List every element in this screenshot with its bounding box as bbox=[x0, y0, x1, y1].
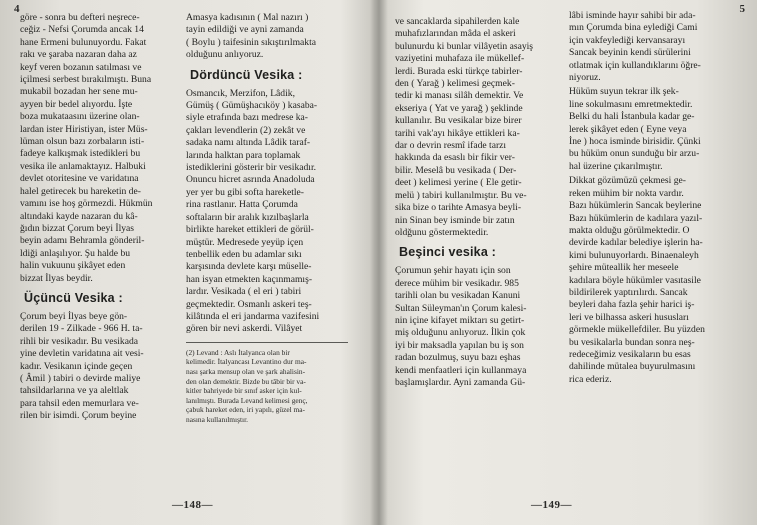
page-folio: —148— bbox=[172, 499, 213, 511]
section-heading: Dördüncü Vesika : bbox=[190, 67, 303, 82]
section-heading: Üçüncü Vesika : bbox=[24, 290, 123, 305]
paragraph: Dikkat gözümüzü çekmesi ge- reken mühim bir nokta vardır. Bazı hükümlerin Sancak beylerine Bazı hükümlerin de kadılara yazıl- makta olduğu görülmektedir. O devirde kadılar belediye işlerin ha- kimi bulunuyorlardı. Binaenaleyh şehire müteallik her meseele kadılara böyle hükümler vasıtasile bildirilerek yaptırılırdı. Sancak beyleri daha fazla şehir harici iş- leri ve bilhassa askeri hususları görmekle mükellefdiler. Bu yüzden bu vesikalarla bundan sonra neş- redeceğimiz vesikaların bu esas dahilinde mütalea buyurulmasını rica ederiz. bbox=[569, 175, 705, 385]
page-folio: —149— bbox=[531, 499, 572, 511]
footnote: (2) Levand : Aslı İtalyanca olan bir kelimedir. İtalyancası Levantino dur ma- nası şarka mensup olan ve şark ahalisin- den olan demektir. Bizde bu tâbir bir va- kitler bahriyede bir sınıf asker için kul- lanılmıştı. Burada Levand kelimesi genç, çabuk hareket eden, iri yapılı, güzel ma- nasına kullanılmıştır. bbox=[186, 347, 308, 424]
paragraph: lâbi isminde hayır sahibi bir ada- mın Çorumda bina eylediği Cami için vakfeylediği kervansarayı Sancak beyinin kendi sürülerini otlatmak için kullandıklarını öğre- niyoruz. bbox=[569, 10, 701, 84]
page-number-top: 4 bbox=[14, 3, 20, 15]
text-column-2 bbox=[186, 12, 348, 425]
footnote-divider bbox=[186, 342, 348, 343]
paragraph: Çorumun şehir hayatı için son derece mühim bir vesikadır. 985 tarihli olan bu vesikadan Kanuni Sultan Süleyman'ın Çorum kalesi- nin içine kifayet miktarı su getirt- miş olduğunu anlıyoruz. İlkin çok iyi bir maksadla yapılan bu iş son radan bozulmuş, suyu bazı eşhas kendi menfaatleri için kullanmaya başlamışlardır. Ayni zamanda Gü- bbox=[395, 265, 527, 388]
paragraph: Osmancık, Merzifon, Lâdik, Gümüş ( Gümüşhacıköy ) kasaba- siyle etrafında bazı medrese ka- çakları levendlerin (2) zekât ve sadaka namı altında Lâdik taraf- larında halktan para toplamak istediklerini gösterir bir vesikadır. Onuncu hicret asrında Anadoluda yer yer bu gibi softa hareketle- rina rastlanır. Hatta Çorumda softaların bir aralık kızılbaşlarla birlikte hareket ettikleri de görül- müştür. Medresede yeyüp içen tenbellik eden bu adamlar sıkı karşısında devlete karşı müselle- han isyan etmekten kaçınmamış- lardır. Vesikada ( el eri ) tabiri geçmektedir. Osmanlı askeri teş- kilâtında el eri jandarma vazifesini gören bir nevi askerdi. Vilâyet bbox=[186, 87, 320, 335]
text-column-2 bbox=[569, 10, 729, 386]
paragraph: ve sancaklarda sipahilerden kale muhafızlarından mâda el askeri bulunurdu ki bunlar vilâyetin asayiş vaziyetini muhafaza ile mükellef- lerdi. Burada eski türkçe tabirler- den ( Yarağ ) kelimesi geçmek- tedir ki manası silâh demektir. Ve ekseriya ( Yat ve yarağ ) şeklinde kullanılır. Bu vesikalar bize birer tarihi vak'ayı hikâye ettikleri ka- dar o devrin resmî ifade tarzı hakkında da esaslı bir fikir ver- bilir. Meselâ bu vesikada ( Der- deet ) kelimesi yerine ( Ele getir- melü ) tabiri kullanılmıştır. Bu ve- sika bize o tarihte Amasya beyli- nin Sinan bey isminde bir zatın oldğunu göstermektedir. bbox=[395, 16, 534, 238]
right-page bbox=[379, 0, 757, 525]
page-number-top: 5 bbox=[739, 3, 745, 15]
text-column-1 bbox=[395, 16, 555, 389]
paragraph: göre - sonra bu defteri neşrece- ceğiz - Nefsi Çorumda ancak 14 hane Ermeni bulunuyordu. Fakat rakı ve şaraba nazaran daha az keyf veren bozanın satılması ve içilmesi serbest bırakılmıştı. Buna mukabil bozadan her sene mu- ayyen bir bedel alıyordu. İşte boza mukataasını üzerine olan- lardan ister Hiristiyan, ister Müs- lüman olsun bazı zorbaların isti- fadeye kalkışmak istedikleri bu vesika ile anlamaktayız. Halbuki devlet otoritesine ve varidatına halel getirecek bu hareketin de- vamını ise hoş görmezdi. Hükmün altındaki kayde nazaran du kâ- ğıdın bizzat Çorum beyi İlyas beyin adamı Behramla gönderil- ldiği anlaşılıyor. Şu halde bu halin vukuunu şikâyet eden bizzat İlyas beydir. bbox=[20, 12, 153, 284]
paragraph: Hüküm suyun tekrar ilk şek- line sokulmasını emretmektedir. Belki du hali İstanbula kadar ge- lerek şikâyet eden ( Eyne veya İne ) hoca isminde birisidir. Çünki bu hüküm onun sunduğu bir arzu- hal üzerine çıkarılmıştır. bbox=[569, 86, 701, 172]
section-heading: Beşinci vesika : bbox=[399, 245, 497, 260]
text-column-1 bbox=[20, 12, 178, 423]
paragraph: Çorum beyi İlyas beye gön- derilen 19 - Zilkade - 966 H. ta- rihli bir vesikadır. Bu vesikada yine devletin varidatına ait vesi- kadır. Vesikanın içinde geçen ( Âmil ) tabiri o devirde maliye tahsildarlarına ve ya aleltlak para tahsil eden memurlara ve- rilen bir isimdi. Çorum beyine bbox=[20, 310, 144, 422]
left-page bbox=[0, 0, 378, 525]
paragraph: Amasya kadısının ( Mal nazırı ) tayin edildiği ve ayni zamanda ( Boylu ) taifesinin sıkıştırılmakta olduğunu anlıyoruz. bbox=[186, 12, 317, 61]
